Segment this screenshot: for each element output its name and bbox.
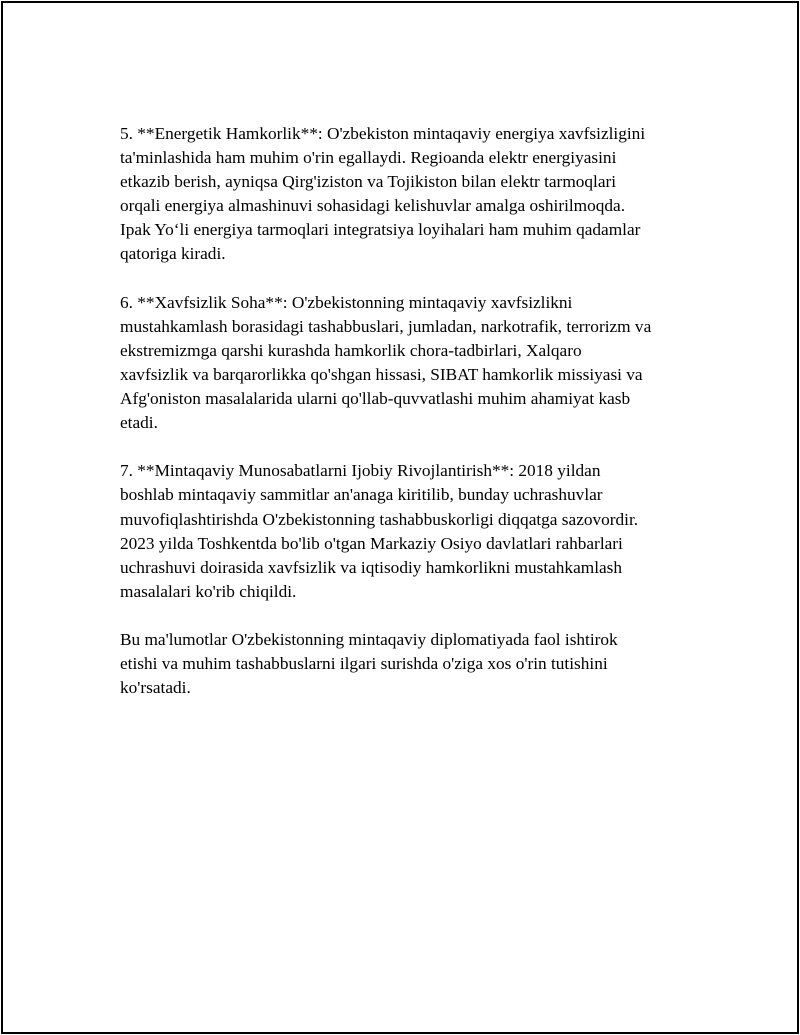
text-line: ekstremizmga qarshi kurashda hamkorlik chora-tadbirlari, Xalqaro (120, 340, 582, 360)
text-line: masalalari ko'rib chiqildi. (120, 581, 297, 601)
text-line: uchrashuvi doirasida xavfsizlik va iqtisodiy hamkorlikni mustahkamlash (120, 557, 623, 577)
text-line: mustahkamlash borasidagi tashabbuslari, jumladan, narkotrafik, terrorizm va (120, 316, 652, 336)
text-line: Ipak Yo‘li energiya tarmoqlari integratsiya loyihalari ham muhim qadamlar (120, 220, 641, 240)
paragraph-regional-relations (120, 459, 710, 604)
text-line: Bu ma'lumotlar O'zbekistonning mintaqaviy diplomatiyada faol ishtirok (120, 629, 618, 649)
text-line: muvofiqlashtirishda O'zbekistonning tashabbuskorligi diqqatga sazovordir. (120, 509, 639, 529)
document-body (120, 122, 710, 724)
text-line: xavfsizlik va barqarorlikka qo'shgan hissasi, SIBAT hamkorlik missiyasi va (120, 364, 643, 384)
paragraph-conclusion (120, 628, 710, 700)
text-line: 6. **Xavfsizlik Soha**: O'zbekistonning mintaqaviy xavfsizlikni (120, 292, 573, 312)
paragraph-energy-cooperation (120, 122, 710, 267)
text-line: etishi va muhim tashabbuslarni ilgari surishda o'ziga xos o'rin tutishini (120, 654, 608, 674)
text-line: 5. **Energetik Hamkorlik**: O'zbekiston mintaqaviy energiya xavfsizligini (120, 124, 646, 143)
paragraph-security-sphere (120, 291, 710, 436)
document-page (1, 1, 799, 1034)
text-line: qatoriga kiradi. (120, 244, 226, 264)
text-line: etadi. (120, 413, 158, 433)
text-line: etkazib berish, ayniqsa Qirg'iziston va Tojikiston bilan elektr tarmoqlari (120, 172, 617, 192)
text-line: 2023 yilda Toshkentda bo'lib o'tgan Markaziy Osiyo davlatlari rahbarlari (120, 533, 623, 553)
text-line: boshlab mintaqaviy sammitlar an'anaga kiritilib, bunday uchrashuvlar (120, 485, 603, 505)
text-line: orqali energiya almashinuvi sohasidagi kelishuvlar amalga oshirilmoqda. (120, 196, 626, 216)
text-line: ta'minlashida ham muhim o'rin egallaydi. Regioanda elektr energiyasini (120, 148, 617, 168)
text-line: 7. **Mintaqaviy Munosabatlarni Ijobiy Rivojlantirish**: 2018 yildan (120, 461, 601, 481)
text-line: Afg'oniston masalalarida ularni qo'llab-quvvatlashi muhim ahamiyat kasb (120, 389, 631, 409)
text-line: ko'rsatadi. (120, 678, 191, 698)
